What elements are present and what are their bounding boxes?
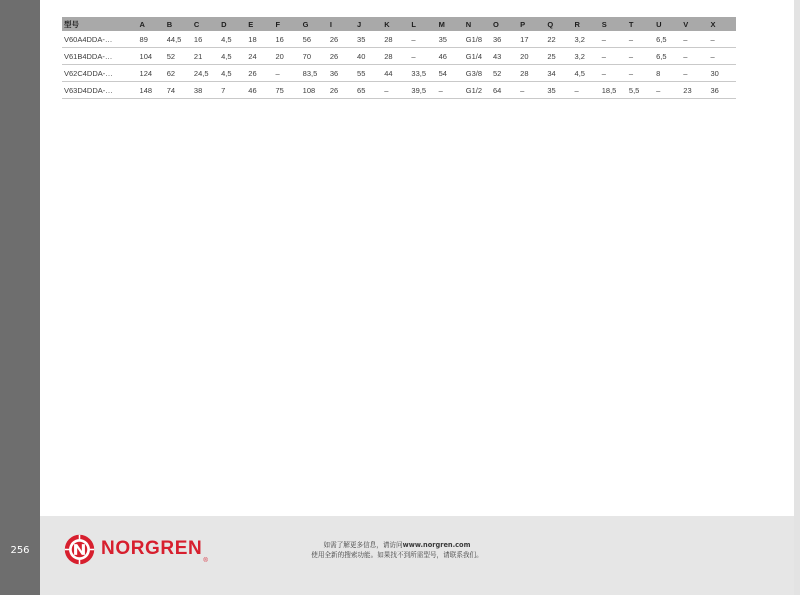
value-cell: 6,5 (654, 48, 681, 65)
value-cell: 124 (138, 65, 165, 82)
value-cell: G1/8 (464, 31, 491, 48)
header-col: U (654, 17, 681, 31)
value-cell: 55 (355, 65, 382, 82)
value-cell: 64 (491, 82, 518, 99)
header-col: D (219, 17, 246, 31)
value-cell: 43 (491, 48, 518, 65)
value-cell: 38 (192, 82, 219, 99)
value-cell: 17 (518, 31, 545, 48)
value-cell: 148 (138, 82, 165, 99)
header-col: G (301, 17, 328, 31)
value-cell: 35 (545, 82, 572, 99)
value-cell: 18,5 (600, 82, 627, 99)
value-cell: – (600, 31, 627, 48)
value-cell: 5,5 (627, 82, 654, 99)
footer-line-2: 使用全新的搜索功能。如果找不到所需型号，请联系我们。 (311, 550, 483, 559)
value-cell: 39,5 (409, 82, 436, 99)
value-cell: 28 (382, 48, 409, 65)
value-cell: 28 (518, 65, 545, 82)
footer-line-1 (268, 541, 526, 551)
table-row (62, 31, 736, 48)
value-cell: 26 (328, 48, 355, 65)
value-cell: – (409, 48, 436, 65)
footer-contact-text (268, 541, 526, 560)
value-cell: 36 (328, 65, 355, 82)
value-cell: 44,5 (165, 31, 192, 48)
value-cell: 46 (246, 82, 273, 99)
value-cell: 104 (138, 48, 165, 65)
header-col: O (491, 17, 518, 31)
model-cell: V61B4DDA-… (62, 48, 138, 65)
value-cell: G1/4 (464, 48, 491, 65)
value-cell: 4,5 (573, 65, 600, 82)
value-cell: G1/2 (464, 82, 491, 99)
value-cell: – (627, 65, 654, 82)
value-cell: 16 (273, 31, 300, 48)
value-cell: – (518, 82, 545, 99)
value-cell: 56 (301, 31, 328, 48)
value-cell: 8 (654, 65, 681, 82)
norgren-logo[interactable] (64, 534, 208, 564)
value-cell: 70 (301, 48, 328, 65)
value-cell: 74 (165, 82, 192, 99)
value-cell: 18 (246, 31, 273, 48)
value-cell: 3,2 (573, 31, 600, 48)
value-cell: 22 (545, 31, 572, 48)
value-cell: 89 (138, 31, 165, 48)
registered-mark: ® (203, 558, 208, 564)
value-cell: – (437, 82, 464, 99)
header-col: N (464, 17, 491, 31)
table-row (62, 65, 736, 82)
value-cell: 4,5 (219, 31, 246, 48)
value-cell: 46 (437, 48, 464, 65)
value-cell: 25 (545, 48, 572, 65)
value-cell: – (600, 48, 627, 65)
header-col: A (138, 17, 165, 31)
header-col: S (600, 17, 627, 31)
value-cell: 24,5 (192, 65, 219, 82)
value-cell: 83,5 (301, 65, 328, 82)
value-cell: 44 (382, 65, 409, 82)
page-number: 256 (10, 545, 30, 556)
footer-info-text: 如需了解更多信息，请访问 (323, 541, 403, 549)
value-cell: 35 (355, 31, 382, 48)
header-col: V (681, 17, 708, 31)
value-cell: 20 (273, 48, 300, 65)
value-cell: 54 (437, 65, 464, 82)
header-col: P (518, 17, 545, 31)
value-cell: 20 (518, 48, 545, 65)
value-cell: 24 (246, 48, 273, 65)
header-model: 型号 (62, 17, 138, 31)
dimensions-table (62, 17, 736, 99)
model-cell: V62C4DDA-… (62, 65, 138, 82)
value-cell: 40 (355, 48, 382, 65)
header-col: K (382, 17, 409, 31)
norgren-logo-icon (64, 534, 95, 565)
header-col: M (437, 17, 464, 31)
model-cell: V63D4DDA-… (62, 82, 138, 99)
value-cell: – (681, 65, 708, 82)
value-cell: – (273, 65, 300, 82)
value-cell: 7 (219, 82, 246, 99)
table-header-row (62, 17, 736, 31)
header-col: J (355, 17, 382, 31)
value-cell: – (708, 48, 736, 65)
value-cell: 52 (491, 65, 518, 82)
value-cell: – (681, 31, 708, 48)
value-cell: 6,5 (654, 31, 681, 48)
value-cell: – (409, 31, 436, 48)
value-cell: 26 (246, 65, 273, 82)
value-cell: 52 (165, 48, 192, 65)
value-cell: 62 (165, 65, 192, 82)
value-cell: – (654, 82, 681, 99)
value-cell: – (573, 82, 600, 99)
header-col: L (409, 17, 436, 31)
value-cell: 16 (192, 31, 219, 48)
table-row (62, 48, 736, 65)
value-cell: – (382, 82, 409, 99)
header-col: R (573, 17, 600, 31)
value-cell: 36 (708, 82, 736, 99)
header-col: E (246, 17, 273, 31)
value-cell: – (681, 48, 708, 65)
header-col: F (273, 17, 300, 31)
header-col: X (708, 17, 736, 31)
right-page-edge (794, 0, 800, 595)
value-cell: 26 (328, 31, 355, 48)
value-cell: 4,5 (219, 48, 246, 65)
value-cell: 3,2 (573, 48, 600, 65)
value-cell: 36 (491, 31, 518, 48)
value-cell: – (708, 31, 736, 48)
value-cell: 30 (708, 65, 736, 82)
value-cell: – (627, 48, 654, 65)
value-cell: 33,5 (409, 65, 436, 82)
value-cell: 21 (192, 48, 219, 65)
table-body (62, 31, 736, 99)
value-cell: 34 (545, 65, 572, 82)
website-link[interactable]: www.norgren.com (402, 541, 471, 549)
value-cell: 108 (301, 82, 328, 99)
value-cell: 28 (382, 31, 409, 48)
brand-name: NORGREN (101, 538, 203, 559)
header-col: T (627, 17, 654, 31)
header-col: Q (545, 17, 572, 31)
header-col: I (328, 17, 355, 31)
header-col: B (165, 17, 192, 31)
header-col: C (192, 17, 219, 31)
value-cell: 65 (355, 82, 382, 99)
value-cell: – (600, 65, 627, 82)
value-cell: 26 (328, 82, 355, 99)
table-row (62, 82, 736, 99)
value-cell: G3/8 (464, 65, 491, 82)
left-margin-band (0, 0, 40, 595)
value-cell: 4,5 (219, 65, 246, 82)
model-cell: V60A4DDA-… (62, 31, 138, 48)
value-cell: 75 (273, 82, 300, 99)
value-cell: – (627, 31, 654, 48)
value-cell: 23 (681, 82, 708, 99)
value-cell: 35 (437, 31, 464, 48)
